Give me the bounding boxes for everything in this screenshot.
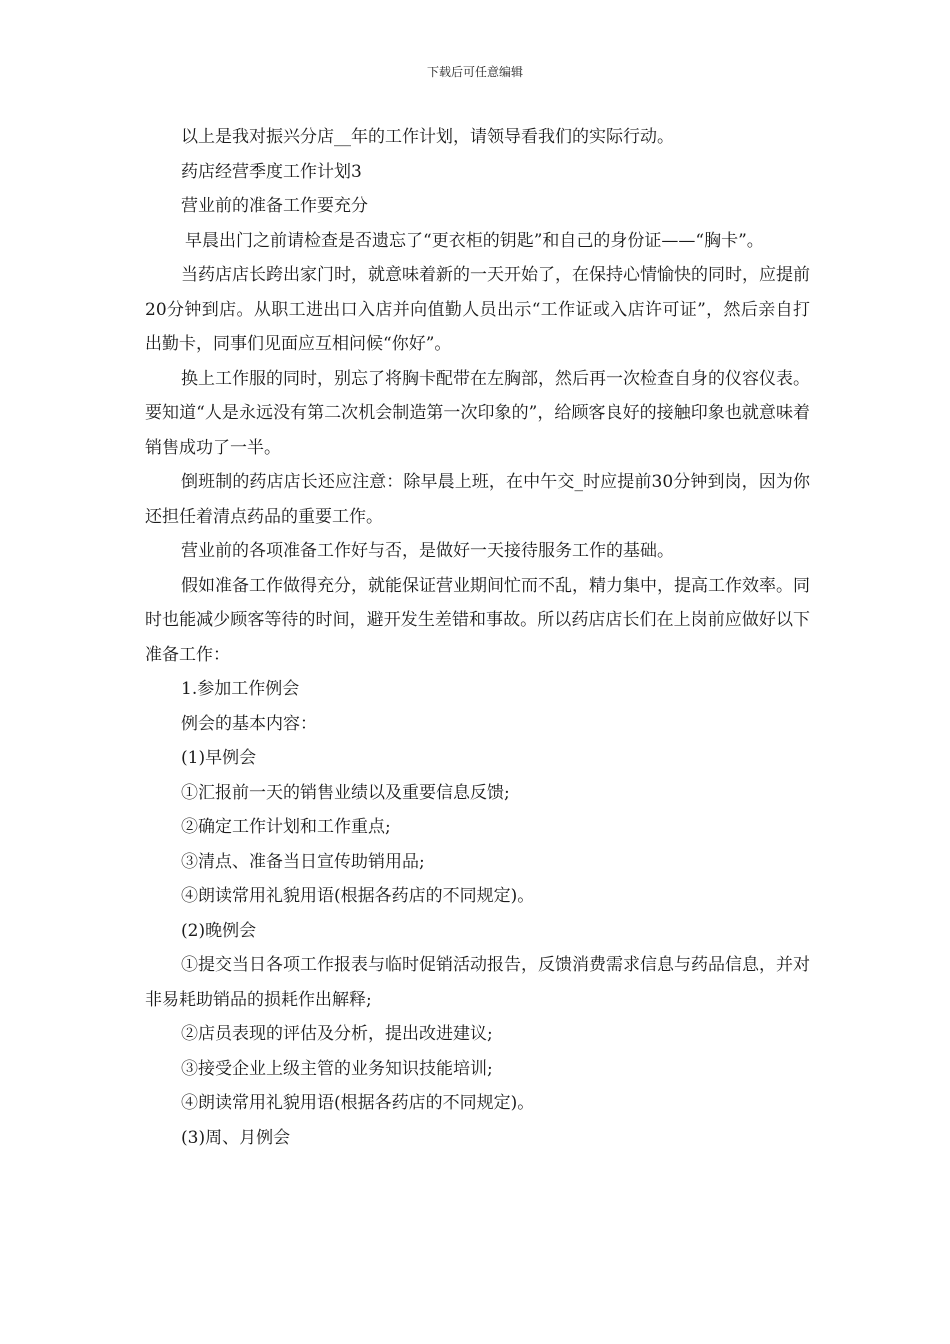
paragraph: 以上是我对振兴分店__年的工作计划，请领导看我们的实际行动。 <box>181 127 674 147</box>
paragraph: 倒班制的药店店长还应注意：除早晨上班，在中午交_时应提前30分钟到岗，因为你还担任着清点药品的重要工作。 <box>145 472 810 527</box>
paragraph: 当药店店长跨出家门时，就意味着新的一天开始了，在保持心情愉快的同时，应提前20分钟到店。从职工进出口入店并向值勤人员出示“工作证或入店许可证”，然后亲自打出勤卡，同事们见面应互相问候“你好”。 <box>145 265 810 354</box>
list-item: ③接受企业上级主管的业务知识技能培训; <box>181 1058 493 1079</box>
list-subheading: (3)周、月例会 <box>181 1127 291 1148</box>
list-item: ④朗读常用礼貌用语(根据各药店的不同规定)。 <box>181 1093 535 1113</box>
list-subheading: (2)晚例会 <box>181 920 257 941</box>
paragraph: 例会的基本内容： <box>181 713 317 734</box>
paragraph: 早晨出门之前请检查是否遗忘了“更衣柜的钥匙”和自己的身份证——“胸卡”。 <box>185 230 764 251</box>
list-heading: 1.参加工作例会 <box>181 679 300 699</box>
paragraph: 假如准备工作做得充分，就能保证营业期间忙而不乱，精力集中，提高工作效率。同时也能减少顾客等待的时间，避开发生差错和事故。所以药店店长们在上岗前应做好以下准备工作： <box>145 575 810 665</box>
document-body <box>145 120 810 1155</box>
list-item: ①提交当日各项工作报表与临时促销活动报告，反馈消费需求信息与药品信息，并对非易耗助销品的损耗作出解释; <box>145 955 810 1010</box>
list-item: ①汇报前一天的销售业绩以及重要信息反馈; <box>181 782 510 803</box>
paragraph: 换上工作服的同时，别忘了将胸卡配带在左胸部，然后再一次检查自身的仪容仪表。要知道“人是永远没有第二次机会制造第一次印象的”，给顾客良好的接触印象也就意味着销售成功了一半。 <box>145 368 810 458</box>
paragraph: 营业前的准备工作要充分 <box>181 196 368 216</box>
page-header: 下载后可任意编辑 <box>426 65 523 79</box>
paragraph: 药店经营季度工作计划3 <box>181 161 362 182</box>
paragraph: 营业前的各项准备工作好与否，是做好一天接待服务工作的基础。 <box>181 541 674 561</box>
list-item: ④朗读常用礼貌用语(根据各药店的不同规定)。 <box>181 886 535 906</box>
list-item: ③清点、准备当日宣传助销用品; <box>181 851 425 872</box>
list-subheading: (1)早例会 <box>181 748 257 768</box>
list-item: ②确定工作计划和工作重点; <box>181 817 391 837</box>
list-item: ②店员表现的评估及分析，提出改进建议; <box>181 1024 493 1044</box>
